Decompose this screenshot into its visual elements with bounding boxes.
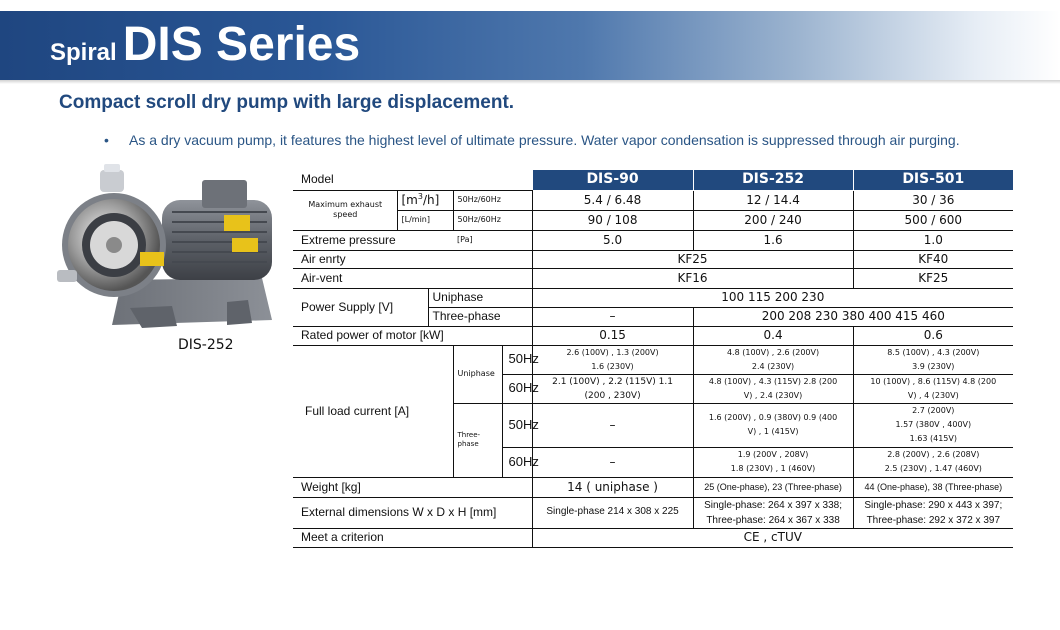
pump-product-image (52, 160, 287, 335)
weight-dis-90: 14 ( uniphase ) (532, 477, 693, 497)
rated-power-label: Rated power of motor [kW] (293, 326, 532, 345)
power-supply-label: Power Supply [V] (293, 288, 428, 326)
air-entry-label: Air enrty (293, 250, 532, 268)
row-current-u50 (293, 345, 1013, 374)
current-u50-hz: 50Hz (502, 345, 532, 374)
criterion-label: Meet a criterion (293, 528, 532, 547)
current-t60-hz: 60Hz (502, 447, 532, 477)
current-t50-dis-501: 2.7 (200V) 1.57 (380V , 400V) 1.63 (415V) (853, 403, 1013, 447)
pressure-dis-90: 5.0 (532, 230, 693, 250)
pressure-dis-252: 1.6 (693, 230, 853, 250)
page-title (50, 17, 360, 72)
current-t50-dis-90: – (532, 403, 693, 447)
unit-lmin: [L/min] (397, 210, 453, 230)
air-vent-dis-501: KF25 (853, 268, 1013, 288)
current-three-phase-label: Three-phase (453, 403, 502, 477)
rated-power-dis-252: 0.4 (693, 326, 853, 345)
current-t50-hz: 50Hz (502, 403, 532, 447)
row-extreme-pressure (293, 230, 1013, 250)
row-dimensions (293, 497, 1013, 528)
rated-power-dis-90: 0.15 (532, 326, 693, 345)
current-u60-hz: 60Hz (502, 374, 532, 403)
title-prefix: Spiral (50, 39, 117, 66)
title-main: DIS Series (122, 18, 361, 71)
row-air-entry (293, 250, 1013, 268)
banner-shadow (0, 80, 1060, 84)
col-dis-252: DIS-252 (693, 170, 853, 190)
exhaust-lmin-dis-501: 500 / 600 (853, 210, 1013, 230)
current-u50-dis-252: 4.8 (100V) , 2.6 (200V) 2.4 (230V) (693, 345, 853, 374)
feature-bullet (104, 132, 960, 148)
power-uniphase-value: 100 115 200 230 (532, 288, 1013, 307)
product-caption: DIS-252 (178, 337, 234, 353)
pressure-dis-501: 1.0 (853, 230, 1013, 250)
exhaust-lmin-dis-90: 90 / 108 (532, 210, 693, 230)
criterion-value: CE , cTUV (532, 528, 1013, 547)
freq-lmin: 50Hz/60Hz (453, 210, 532, 230)
exhaust-lmin-dis-252: 200 / 240 (693, 210, 853, 230)
row-air-vent (293, 268, 1013, 288)
model-label: Model (293, 170, 532, 190)
row-weight (293, 477, 1013, 497)
title-banner (0, 11, 1060, 80)
weight-label: Weight [kg] (293, 477, 532, 497)
dimensions-dis-252: Single-phase: 264 x 397 x 338; Three-phase: 264 x 367 x 338 (693, 497, 853, 528)
current-u60-dis-252: 4.8 (100V) , 4.3 (115V) 2.8 (200 V) , 2.4 (230V) (693, 374, 853, 403)
power-three-phase-dis-252-501: 200 208 230 380 400 415 460 (693, 307, 1013, 326)
row-exhaust-m3h (293, 190, 1013, 210)
weight-dis-501: 44 (One-phase), 38 (Three-phase) (853, 477, 1013, 497)
row-exhaust-lmin (293, 210, 1013, 230)
exhaust-m3h-dis-501: 30 / 36 (853, 190, 1013, 210)
exhaust-m3h-dis-252: 12 / 14.4 (693, 190, 853, 210)
air-vent-dis-90-252: KF16 (532, 268, 853, 288)
extreme-pressure-label: Extreme pressure (293, 230, 453, 250)
dimensions-dis-90: Single-phase 214 x 308 x 225 (532, 497, 693, 528)
air-vent-label: Air-vent (293, 268, 532, 288)
bullet-marker: • (104, 132, 109, 148)
dimensions-dis-501: Single-phase: 290 x 443 x 397; Three-phase: 292 x 372 x 397 (853, 497, 1013, 528)
power-three-phase-dis-90: – (532, 307, 693, 326)
current-u50-dis-501: 8.5 (100V) , 4.3 (200V) 3.9 (230V) (853, 345, 1013, 374)
rated-power-dis-501: 0.6 (853, 326, 1013, 345)
row-rated-power (293, 326, 1013, 345)
power-uniphase-label: Uniphase (428, 288, 532, 307)
current-t60-dis-501: 2.8 (200V) , 2.6 (208V) 2.5 (230V) , 1.47 (460V) (853, 447, 1013, 477)
power-three-phase-label: Three-phase (428, 307, 532, 326)
current-t50-dis-252: 1.6 (200V) , 0.9 (380V) 0.9 (400 V) , 1 (415V) (693, 403, 853, 447)
extreme-pressure-unit: [Pa] (453, 230, 532, 250)
col-dis-501: DIS-501 (853, 170, 1013, 190)
unit-m3h: $[m^3/h]$ (397, 190, 453, 210)
current-t60-dis-252: 1.9 (200V , 208V) 1.8 (230V) , 1 (460V) (693, 447, 853, 477)
row-criterion (293, 528, 1013, 547)
freq-m3h: 50Hz/60Hz (453, 190, 532, 210)
air-entry-dis-501: KF40 (853, 250, 1013, 268)
max-exhaust-label: Maximum exhaust speed (293, 190, 397, 230)
current-u60-dis-501: 10 (100V) , 8.6 (115V) 4.8 (200 V) , 4 (230V) (853, 374, 1013, 403)
bullet-text: As a dry vacuum pump, it features the highest level of ultimate pressure. Water vapor condensation is suppressed through air purging. (129, 132, 960, 148)
row-model (293, 170, 1013, 190)
row-power-uniphase (293, 288, 1013, 307)
air-entry-dis-90-252: KF25 (532, 250, 853, 268)
spec-table (293, 170, 1013, 548)
subtitle: Compact scroll dry pump with large displacement. (59, 92, 515, 113)
current-t60-dis-90: – (532, 447, 693, 477)
weight-dis-252: 25 (One-phase), 23 (Three-phase) (693, 477, 853, 497)
col-dis-90: DIS-90 (532, 170, 693, 190)
current-u60-dis-90: 2.1 (100V) , 2.2 (115V) 1.1 (200 , 230V) (532, 374, 693, 403)
current-uniphase-label: Uniphase (453, 345, 502, 403)
full-load-label: Full load current [A] (293, 345, 453, 477)
exhaust-m3h-dis-90: 5.4 / 6.48 (532, 190, 693, 210)
dimensions-label: External dimensions W x D x H [mm] (293, 497, 532, 528)
current-u50-dis-90: 2.6 (100V) , 1.3 (200V) 1.6 (230V) (532, 345, 693, 374)
